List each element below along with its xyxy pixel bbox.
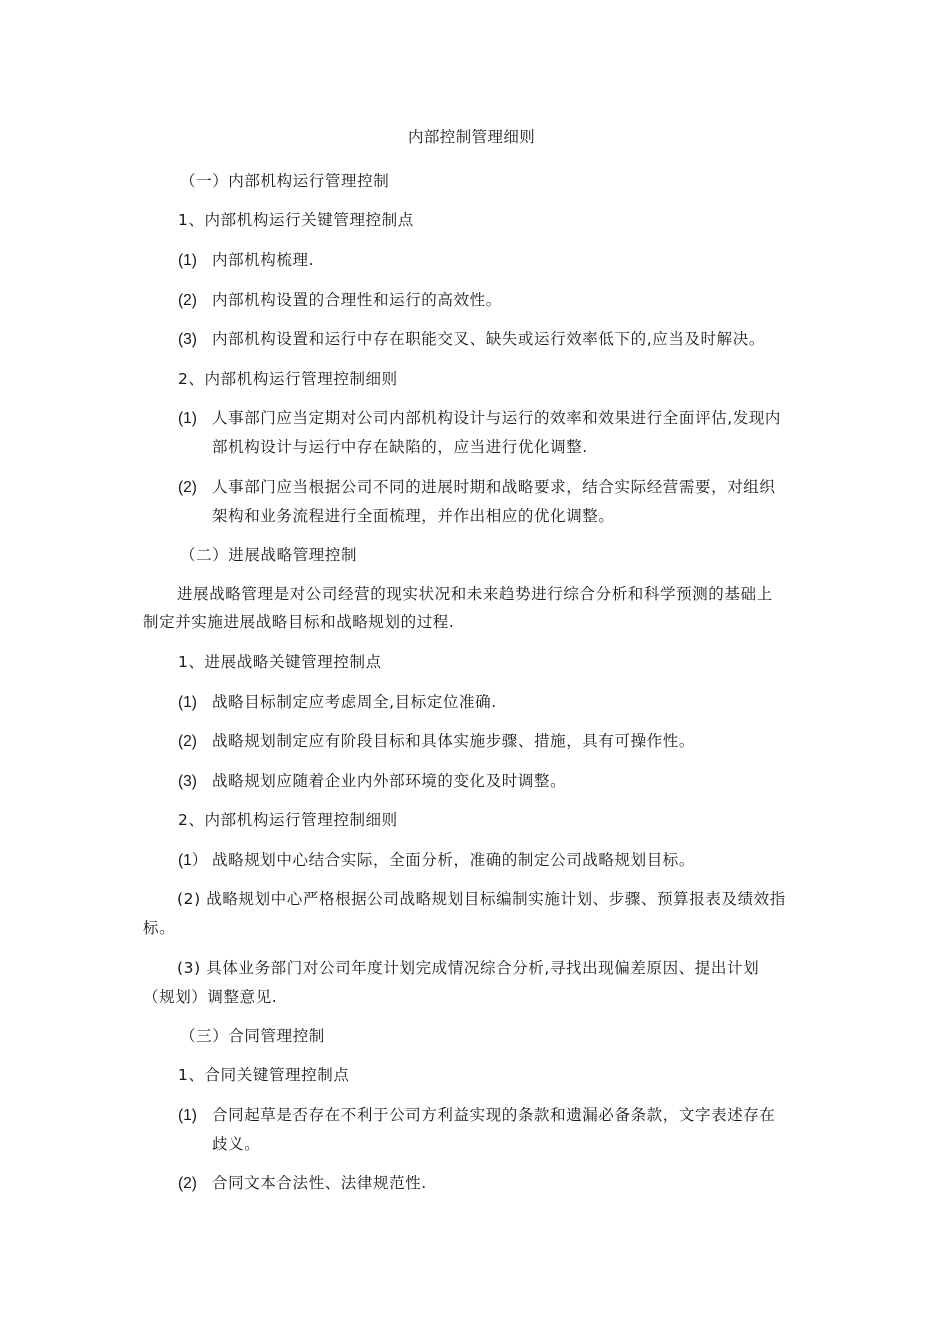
item-number: (1) [178, 1107, 197, 1124]
item-number: (2) [178, 479, 197, 496]
list-item [178, 1173, 427, 1194]
subsection-heading: 1、进展战略关键管理控制点 [178, 653, 382, 671]
paragraph-text-continued: 标。 [143, 919, 176, 937]
item-number: (3) [178, 331, 197, 348]
item-text: 内部机构设置的合理性和运行的高效性。 [212, 291, 502, 309]
item-text: 人事部门应当定期对公司内部机构设计与运行的效率和效果进行全面评估,发现内 [212, 409, 782, 427]
list-item [178, 250, 314, 271]
paragraph-text-continued: （规划）调整意见. [143, 988, 278, 1006]
section-heading-2: （二）进展战略管理控制 [180, 546, 358, 564]
list-item [178, 329, 765, 350]
paragraph-text: (3) 具体业务部门对公司年度计划完成情况综合分析,寻找出现偏差原因、提出计划 [177, 959, 760, 977]
subsection-heading: 1、合同关键管理控制点 [178, 1066, 350, 1084]
item-number: (3) [178, 773, 197, 790]
item-text: 内部机构梳理. [212, 251, 315, 269]
subsection-heading: 1、内部机构运行关键管理控制点 [178, 211, 414, 229]
item-number: (1） [178, 852, 208, 869]
page-title: 内部控制管理细则 [408, 128, 536, 146]
list-item [178, 771, 566, 792]
item-number: (1) [178, 410, 197, 427]
item-text: 战略目标制定应考虑周全,目标定位准确. [212, 693, 497, 711]
paragraph-text: 进展战略管理是对公司经营的现实状况和未来趋势进行综合分析和科学预测的基础上 [177, 585, 773, 603]
paragraph-text-continued: 制定并实施进展战略目标和战略规划的过程. [143, 613, 455, 631]
item-text: 合同文本合法性、法律规范性. [212, 1174, 427, 1192]
item-text: 战略规划中心结合实际，全面分析，准确的制定公司战略规划目标。 [212, 851, 696, 869]
list-item [178, 290, 502, 311]
item-number: (1) [178, 252, 197, 269]
paragraph-text: (2) 战略规划中心严格根据公司战略规划目标编制实施计划、步骤、预算报表及绩效指 [177, 890, 786, 908]
subsection-heading: 2、内部机构运行管理控制细则 [178, 370, 398, 388]
item-text: 合同起草是否存在不利于公司方利益实现的条款和遗漏必备条款，文字表述存在 [212, 1106, 776, 1124]
item-number: (2) [178, 1175, 197, 1192]
list-item [178, 408, 781, 429]
list-item [178, 692, 497, 713]
list-item [178, 731, 695, 752]
section-heading-3: （三）合同管理控制 [180, 1027, 325, 1045]
list-item [178, 477, 776, 498]
item-number: (1) [178, 694, 197, 711]
item-number: (2) [178, 292, 197, 309]
item-text: 内部机构设置和运行中存在职能交叉、缺失或运行效率低下的,应当及时解决。 [212, 330, 765, 348]
item-text: 战略规划制定应有阶段目标和具体实施步骤、措施，具有可操作性。 [212, 732, 696, 750]
item-text-continued: 歧义。 [212, 1135, 261, 1153]
item-text: 人事部门应当根据公司不同的进展时期和战略要求，结合实际经营需要，对组织 [212, 478, 776, 496]
list-item [178, 850, 695, 871]
item-number: (2) [178, 733, 197, 750]
item-text: 战略规划应随着企业内外部环境的变化及时调整。 [212, 772, 567, 790]
item-text-continued: 架构和业务流程进行全面梳理，并作出相应的优化调整。 [212, 507, 615, 525]
list-item [178, 1105, 776, 1126]
subsection-heading: 2、内部机构运行管理控制细则 [178, 811, 398, 829]
section-heading-1: （一）内部机构运行管理控制 [180, 172, 390, 190]
item-text-continued: 部机构设计与运行中存在缺陷的，应当进行优化调整. [212, 438, 588, 456]
